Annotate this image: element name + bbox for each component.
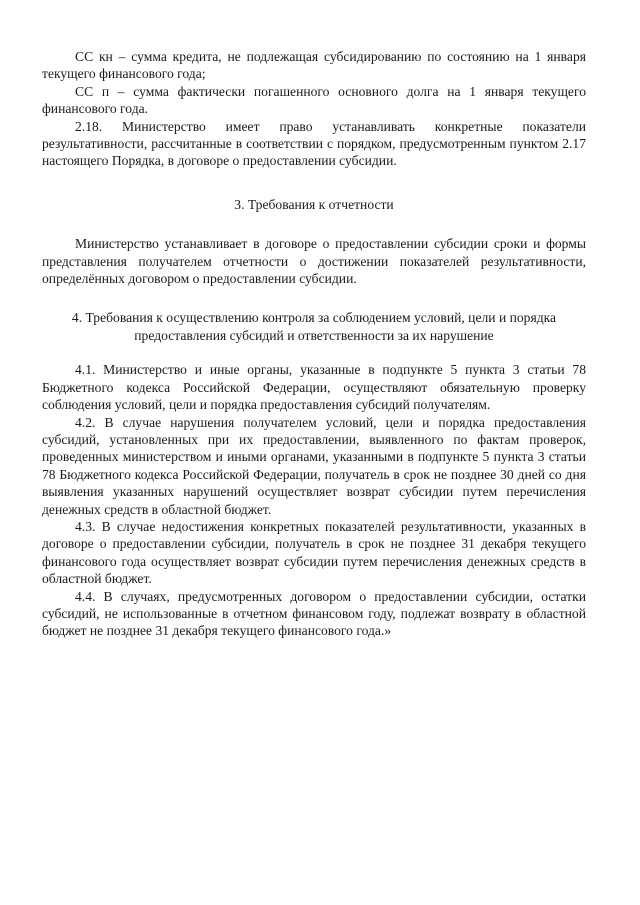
section-4-heading-line1: 4. Требования к осуществлению контроля за соблюдением условий, цели и порядка	[71, 310, 557, 326]
spacer	[42, 344, 586, 361]
spacer	[42, 287, 586, 309]
paragraph-4-4: 4.4. В случаях, предусмотренных договором о предоставлении субсидии, остатки субсидий, не использованные в отчетном финансовом году, подлежат возврату в областной бюджет не позднее 31 декабря текущего финансового года.»	[42, 588, 586, 639]
document-page	[42, 48, 586, 640]
paragraph-4-1: 4.1. Министерство и иные органы, указанные в подпункте 5 пункта 3 статьи 78 Бюджетного кодекса Российской Федерации, осуществляют обязательную проверку соблюдения условий, цели и порядка предоставления субсидий получателям.	[42, 362, 586, 413]
paragraph-4-3: 4.3. В случае недостижения конкретных показателей результативности, указанных в договоре о предоставлении субсидии, получатель в срок не позднее 31 декабря текущего финансового года осуществляет возврат субсидии путем перечисления денежных средств в областной бюджет.	[42, 518, 586, 587]
paragraph-ss-kn: СС кн – сумма кредита, не подлежащая субсидированию по состоянию на 1 января текущего финансового года;	[42, 49, 586, 82]
spacer	[42, 170, 586, 196]
paragraph-4-2: 4.2. В случае нарушения получателем условий, цели и порядка предоставления субсидий, установленных при их предоставлении, выявленного по фактам проверок, проведенных министерством и иными органами, указанными в подпункте 5 пункта 3 статьи 78 Бюджетного кодекса Российской Федерации, получатель в срок не позднее 30 дней со дня выявления указанных нарушений осуществляет возврат субсидии путем перечисления денежных средств в областной бюджет.	[42, 414, 586, 517]
paragraph-ss-p: СС п – сумма фактически погашенного основного долга на 1 января текущего финансового года.	[42, 83, 586, 117]
spacer	[42, 213, 586, 235]
section-4-heading-line2: предоставления субсидий и ответственности за их нарушение	[134, 327, 494, 343]
paragraph-2-18: 2.18. Министерство имеет право устанавливать конкретные показатели результативности, рассчитанные в соответствии с порядком, предусмотренным пунктом 2.17 настоящего Порядка, в договоре о предоставлении субсидии.	[42, 118, 586, 169]
section-3-heading: 3. Требования к отчетности	[234, 196, 394, 212]
paragraph-reporting: Министерство устанавливает в договоре о предоставлении субсидии сроки и формы представления получателем отчетности о достижении показателей результативности, определённых договором о предоставлении субсидии.	[42, 236, 586, 287]
